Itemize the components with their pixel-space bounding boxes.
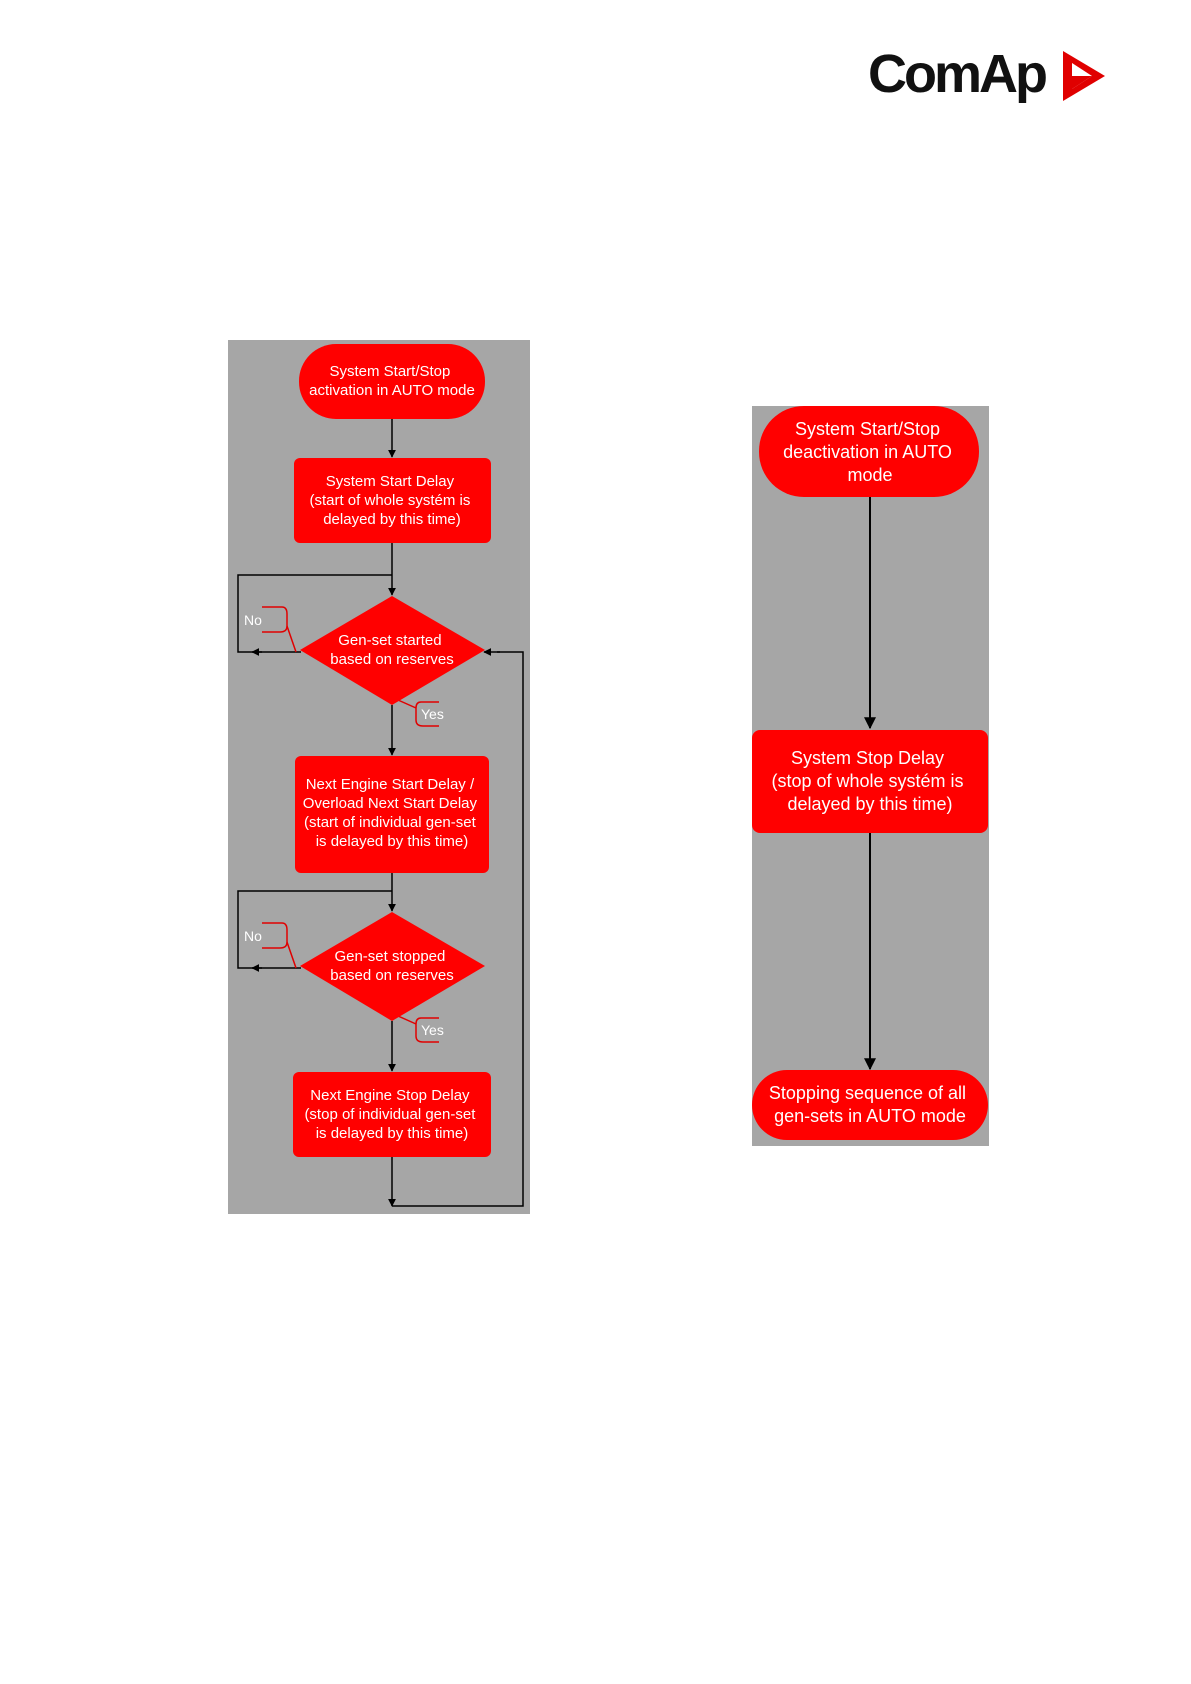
activation-line-1: System Start/Stop [329,363,451,380]
yes-label-stopped: Yes [421,1022,444,1038]
deactivation-line-3: mode [847,465,893,485]
system-start-delay-line-2: (start of whole systém is [309,492,471,509]
stop-flow-panel [752,406,989,1146]
system-start-delay-line-3: delayed by this time) [323,511,461,528]
stopping-sequence-terminal [752,1070,988,1140]
system-stop-delay-text [771,748,968,814]
stopped-decision-line-1: Gen-set stopped [334,948,446,965]
next-engine-start-delay-line-2: Overload Next Start Delay [302,795,478,812]
activation-line-2: activation in AUTO mode [309,382,475,399]
next-engine-start-delay-line-4: is delayed by this time) [315,833,469,850]
system-start-delay-text [309,473,474,528]
stopped-decision-line-2: based on reserves [330,967,454,984]
system-stop-delay-line-1: System Stop Delay [790,748,945,768]
stopping-sequence-line-2: gen-sets in AUTO mode [774,1106,966,1126]
start-flow-panel [228,340,530,1214]
stopping-sequence-line-1: Stopping sequence of all [768,1083,967,1103]
next-engine-start-delay-line-1: Next Engine Start Delay / [305,776,475,793]
system-start-delay-line-1: System Start Delay [325,473,455,490]
next-engine-stop-delay-line-1: Next Engine Stop Delay [310,1087,470,1104]
next-engine-start-delay-line-3: (start of individual gen-set [304,814,476,831]
next-engine-stop-delay-line-3: is delayed by this time) [315,1125,469,1142]
next-engine-stop-delay-text [304,1087,479,1142]
logo-wordmark: ComAp [868,44,1045,104]
yes-label-started: Yes [421,706,444,722]
deactivation-line-1: System Start/Stop [794,419,941,439]
started-decision-line-2: based on reserves [330,651,454,668]
no-label-started: No [244,612,262,628]
system-stop-delay-line-3: delayed by this time) [787,794,953,814]
no-label-stopped: No [244,928,262,944]
deactivation-line-2: deactivation in AUTO [783,442,952,462]
next-engine-stop-delay-line-2: (stop of individual gen-set [304,1106,476,1123]
system-stop-delay-line-2: (stop of whole systém is [771,771,964,791]
started-decision-line-1: Gen-set started [338,632,442,649]
